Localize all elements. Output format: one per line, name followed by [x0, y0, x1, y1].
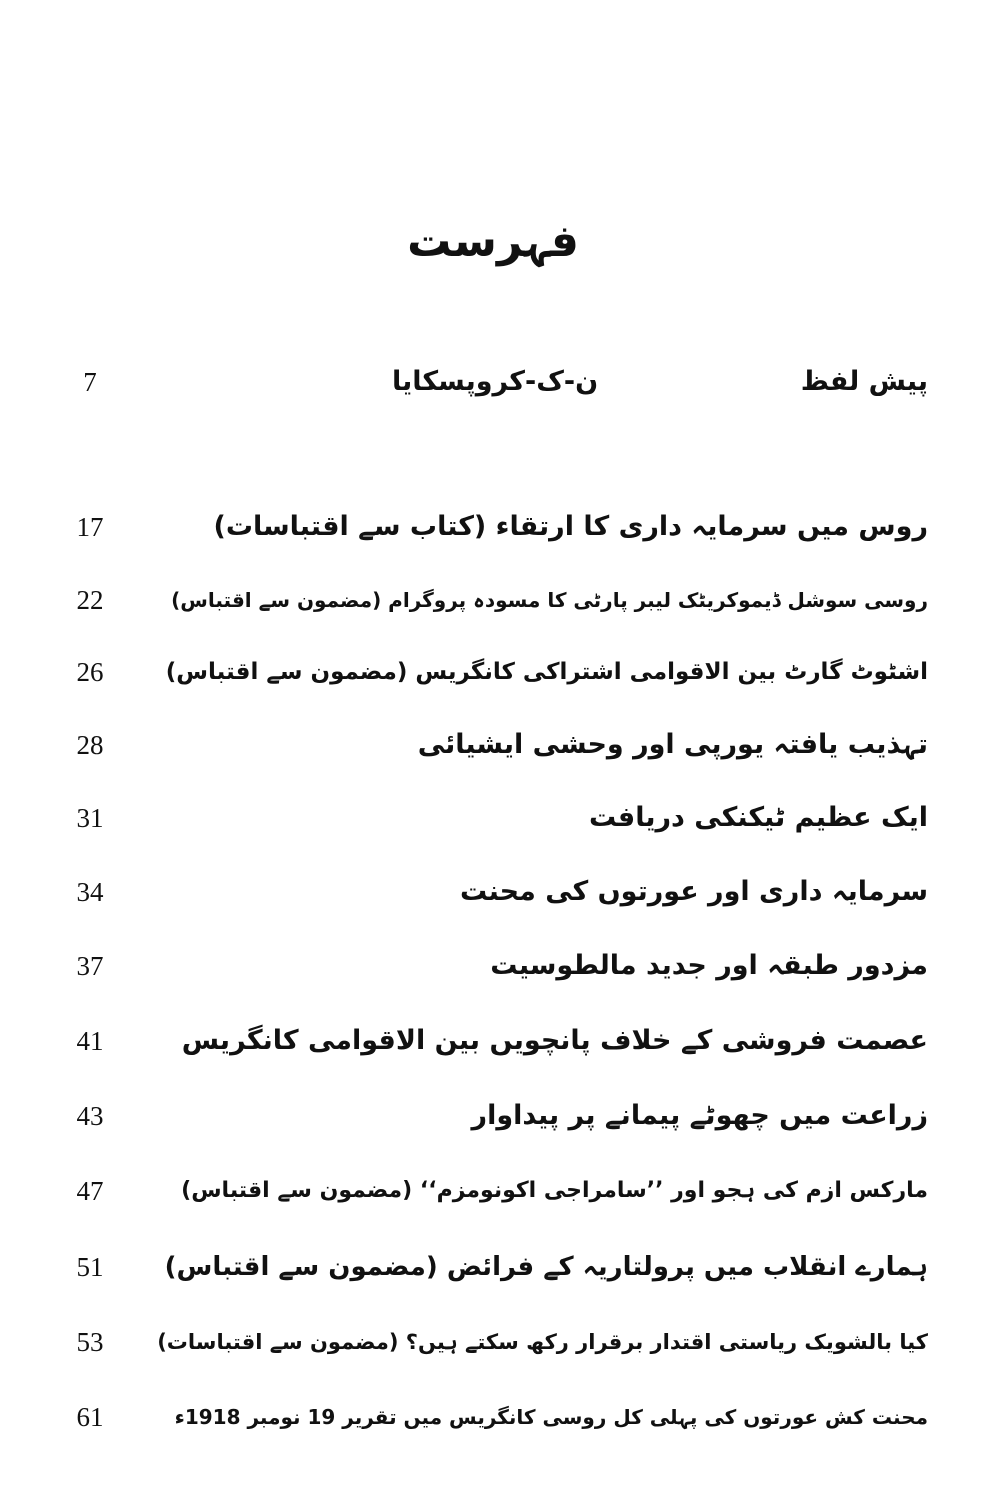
- toc-row: [0, 576, 986, 624]
- toc-row: [0, 1167, 986, 1215]
- toc-entry-title: مزدور طبقہ اور جدید مالطوسیت: [490, 950, 928, 981]
- toc-row: [0, 648, 986, 696]
- toc-page-number: 31: [76, 803, 104, 833]
- toc-row: [0, 942, 986, 990]
- toc-entry-title: کیا بالشویک ریاستی اقتدار برقرار رکھ سکتے ہیں؟ (مضمون سے اقتباسات): [157, 1330, 928, 1354]
- toc-row: [0, 868, 986, 916]
- toc-page-number: 28: [76, 730, 104, 760]
- toc-entry-title: ہمارے انقلاب میں پرولتاریہ کے فرائض (مضمون سے اقتباس): [164, 1252, 928, 1282]
- toc-entry-title: اشٹوٹ گارٹ بین الاقوامی اشتراکی کانگریس (مضمون سے اقتباس): [165, 659, 928, 685]
- toc-page-number: 34: [76, 877, 104, 907]
- toc-entry-author: ن-ک-کروپسکایا: [392, 366, 599, 397]
- toc-page-number: 53: [76, 1327, 104, 1357]
- page-title: فہرست: [407, 216, 579, 267]
- toc-entry-title: روسی سوشل ڈیموکریٹک لیبر پارٹی کا مسودہ پروگرام (مضمون سے اقتباس): [171, 588, 928, 612]
- toc-entry-title: روس میں سرمایہ داری کا ارتقاء (کتاب سے اقتباسات): [213, 511, 928, 542]
- toc-entry-title: ایک عظیم ٹیکنکی دریافت: [588, 802, 928, 833]
- toc-row: [0, 1092, 986, 1140]
- toc-entry-title: عصمت فروشی کے خلاف پانچویں بین الاقوامی کانگریس: [181, 1025, 928, 1056]
- toc-row: [0, 1243, 986, 1291]
- toc-entry-title: پیش لفظ: [800, 366, 928, 397]
- toc-row: [0, 1017, 986, 1065]
- toc-page-number: 37: [76, 951, 104, 981]
- toc-entry-title: مارکس ازم کی ہجو اور ’’سامراجی اکونومزم‘‘ (مضمون سے اقتباس): [181, 1178, 928, 1203]
- toc-entry-title: محنت کش عورتوں کی پہلی کل روسی کانگریس میں تقریر 19 نومبر 1918ء: [174, 1405, 928, 1429]
- toc-page-number: 61: [76, 1402, 104, 1432]
- toc-page-number: 7: [83, 367, 97, 397]
- toc-entry-title: زراعت میں چھوٹے پیمانے پر پیداوار: [471, 1100, 928, 1131]
- toc-page-number: 43: [76, 1101, 104, 1131]
- toc-row: [0, 1318, 986, 1366]
- toc-page-number: 51: [76, 1252, 104, 1282]
- toc-page-number: 47: [76, 1176, 104, 1206]
- toc-row: [0, 1393, 986, 1441]
- toc-page-number: 41: [76, 1026, 104, 1056]
- toc-page-number: 17: [76, 512, 104, 542]
- toc-page-number: 22: [76, 585, 104, 615]
- toc-row: [0, 503, 986, 551]
- toc-entry-title: سرمایہ داری اور عورتوں کی محنت: [460, 876, 928, 907]
- toc-row-foreword: [0, 358, 986, 406]
- toc-entry-title: تہذیب یافتہ یورپی اور وحشی ایشیائی: [417, 729, 928, 760]
- toc-page-number: 26: [76, 657, 104, 687]
- toc-row: [0, 794, 986, 842]
- toc-row: [0, 721, 986, 769]
